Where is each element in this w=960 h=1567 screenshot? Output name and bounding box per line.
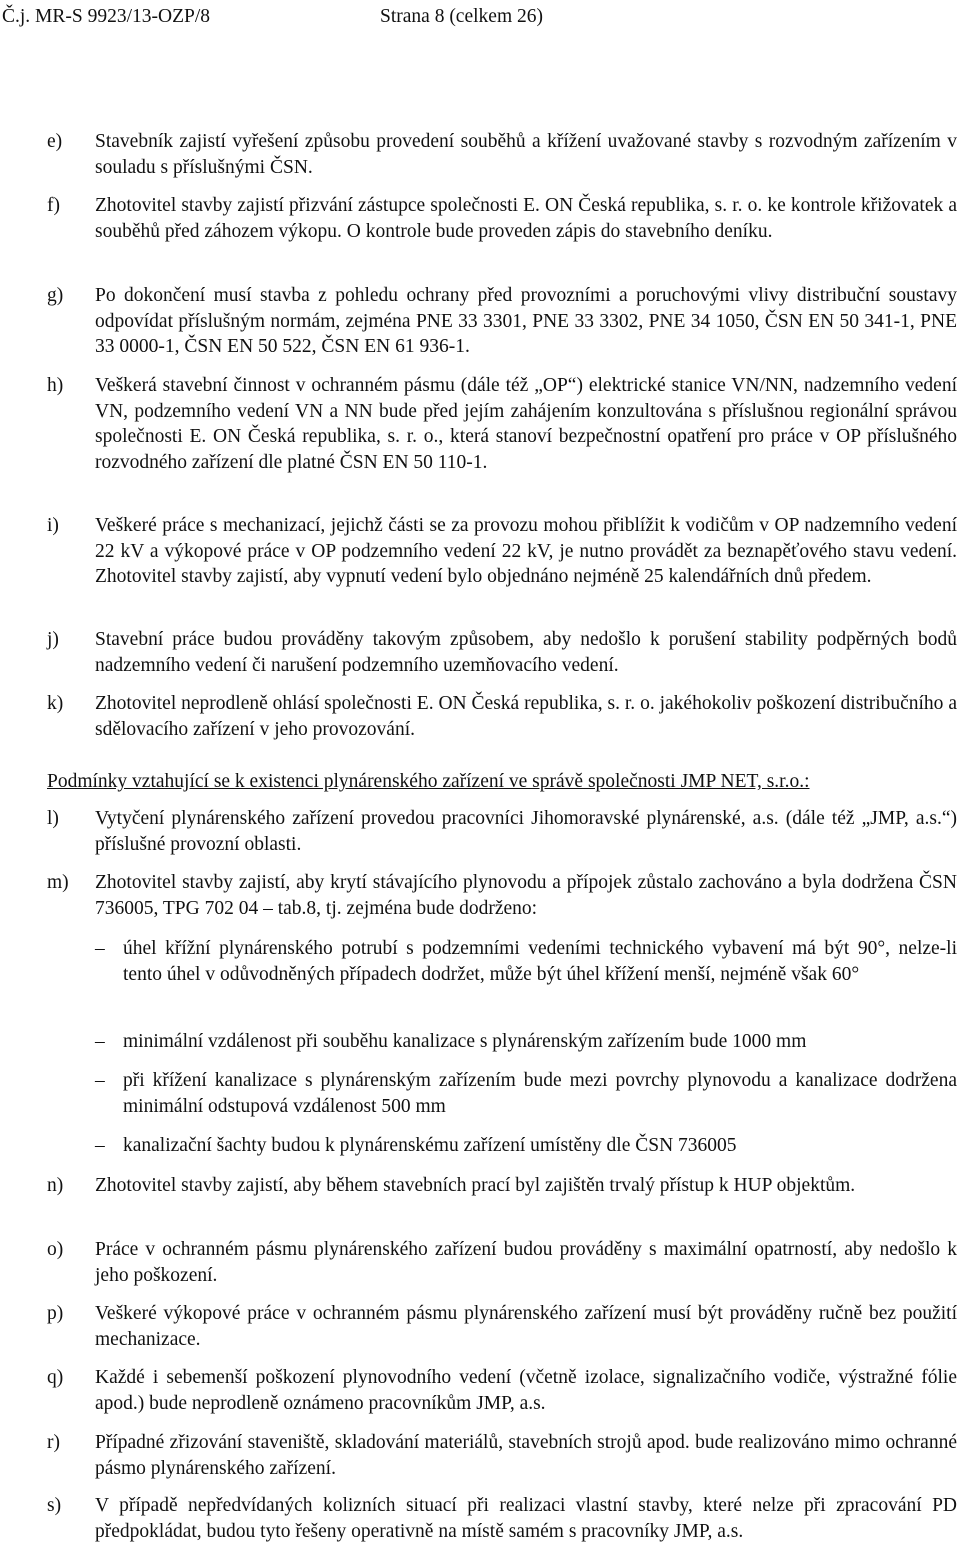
list-item	[47, 1173, 957, 1199]
dash-marker: –	[95, 1070, 105, 1091]
list-marker: e)	[47, 131, 63, 152]
dash-list-item	[95, 936, 957, 987]
list-item	[47, 129, 957, 180]
list-item-text: Zhotovitel stavby zajistí, aby krytí stávajícího plynovodu a přípojek zůstalo zachováno a byla dodržena ČSN 736005, TPG 702 04 – tab.8, tj. zejména bude dodrženo:	[95, 872, 957, 919]
list-item-text: Veškeré výkopové práce v ochranném pásmu plynárenského zařízení musí být prováděny ručně bez použití mechanizace.	[95, 1303, 957, 1350]
list-item-text: Po dokončení musí stavba z pohledu ochrany před provozními a poruchovými vlivy distribuční soustavy odpovídat příslušným normám, zejména PNE 33 3301, PNE 33 3302, PNE 34 1050, ČSN EN 50 341-1, PNE 33 0000-1, ČSN EN 50 522, ČSN EN 61 936-1.	[95, 285, 957, 357]
list-item	[47, 1365, 957, 1416]
list-item-text: Případné zřizování staveniště, skladování materiálů, stavebních strojů apod. bude realizováno mimo ochranné pásmo plynárenského zařízení.	[95, 1432, 957, 1479]
page-header	[2, 4, 543, 30]
list-item-text: Stavební práce budou prováděny takovým způsobem, aby nedošlo k porušení stability podpěrných bodů nadzemního vedení či narušení podzemního uzemňovacího vedení.	[95, 629, 957, 676]
list-item	[47, 373, 957, 475]
list-marker: o)	[47, 1239, 64, 1260]
dash-marker: –	[95, 938, 105, 959]
dash-item-text: kanalizační šachty budou k plynárenskému zařízení umístěny dle ČSN 736005	[123, 1135, 737, 1156]
list-item-text: Zhotovitel stavby zajistí přizvání zástupce společnosti E. ON Česká republika, s. r. o. ke kontrole křižovatek a souběhů před záhozem výkopu. O kontrole bude proveden zápis do stavebního deníku.	[95, 195, 957, 242]
section-heading: Podmínky vztahující se k existenci plynárenského zařízení ve správě společnosti JMP NET, s.r.o.:	[47, 771, 810, 792]
list-item	[47, 1430, 957, 1481]
list-marker: l)	[47, 808, 59, 829]
list-item-text: Práce v ochranném pásmu plynárenského zařízení budou prováděny s maximální opatrností, aby nedošlo k jeho poškození.	[95, 1239, 957, 1286]
list-marker: m)	[47, 872, 69, 893]
list-item	[47, 193, 957, 244]
dash-marker: –	[95, 1031, 105, 1052]
list-item	[47, 513, 957, 590]
list-marker: h)	[47, 375, 64, 396]
dash-marker: –	[95, 1135, 105, 1156]
list-item-text: Zhotovitel neprodleně ohlásí společnosti E. ON Česká republika, s. r. o. jakéhokoliv poškození distribučního a sdělovacího zařízení v jeho provozování.	[95, 693, 957, 740]
list-marker: i)	[47, 515, 59, 536]
dash-list-item	[95, 1029, 957, 1055]
list-item-text: V případě nepředvídaných kolizních situací při realizaci vlastní stavby, které nelze při zpracování PD předpokládat, budou tyto řešeny operativně na místě samém s pracovníky JMP, a.s.	[95, 1495, 957, 1542]
list-marker: f)	[47, 195, 60, 216]
list-item-text: Stavebník zajistí vyřešení způsobu provedení souběhů a křížení uvažované stavby s rozvodným zařízením v souladu s příslušnými ČSN.	[95, 131, 957, 178]
list-item-text: Veškeré práce s mechanizací, jejichž části se za provozu mohou přiblížit k vodičům v OP nadzemního vedení 22 kV a výkopové práce v OP podzemního vedení 22 kV, je nutno provádět za beznapěťového stavu vedení. Zhotovitel stavby zajistí, aby vypnutí vedení bylo objednáno nejméně 25 kalendářních dnů předem.	[95, 515, 957, 587]
list-item	[47, 691, 957, 742]
list-item	[47, 627, 957, 678]
list-item	[47, 806, 957, 857]
list-item-text: Každé i sebemenší poškození plynovodního vedení (včetně izolace, signalizačního vodiče, výstražné fólie apod.) bude neprodleně oznámeno pracovníkům JMP, a.s.	[95, 1367, 957, 1414]
dash-item-text: při křížení kanalizace s plynárenským zařízením bude mezi povrchy plynovodu a kanalizace dodržena minimální odstupová vzdálenost 500 mm	[123, 1070, 957, 1117]
list-marker: n)	[47, 1175, 64, 1196]
list-item-text: Zhotovitel stavby zajistí, aby během stavebních prací byl zajištěn trvalý přístup k HUP objektům.	[95, 1175, 856, 1196]
list-item-text: Vytyčení plynárenského zařízení provedou pracovníci Jihomoravské plynárenské, a.s. (dále též „JMP, a.s.“) příslušné provozní oblasti.	[95, 808, 957, 855]
list-marker: p)	[47, 1303, 64, 1324]
list-marker: g)	[47, 285, 64, 306]
dash-list-item	[95, 1133, 957, 1159]
list-item	[47, 870, 957, 921]
list-marker: q)	[47, 1367, 64, 1388]
dash-list-item	[95, 1068, 957, 1119]
list-item	[47, 283, 957, 360]
list-marker: j)	[47, 629, 59, 650]
dash-item-text: úhel křížní plynárenského potrubí s podzemními vedeními technického vybavení má být 90°, nelze-li tento úhel v odůvodněných případech dodržet, může být úhel křížení menší, nejméně však 60°	[123, 938, 957, 985]
dash-item-text: minimální vzdálenost při souběhu kanalizace s plynárenským zařízením bude 1000 mm	[123, 1031, 807, 1052]
list-item	[47, 1493, 957, 1544]
list-marker: k)	[47, 693, 64, 714]
page-number: Strana 8 (celkem 26)	[380, 6, 543, 27]
list-item	[47, 1237, 957, 1288]
list-marker: r)	[47, 1432, 60, 1453]
list-item	[47, 1301, 957, 1352]
list-marker: s)	[47, 1495, 62, 1516]
list-item-text: Veškerá stavební činnost v ochranném pásmu (dále též „OP“) elektrické stanice VN/NN, nadzemního vedení VN, podzemního vedení VN a NN bude před jejím zahájením konzultována s příslušnou regionální správou společnosti E. ON Česká republika, s. r. o., která stanoví bezpečnostní opatření pro práce v OP příslušného rozvodného zařízení dle platné ČSN EN 50 110-1.	[95, 375, 957, 473]
document-reference: Č.j. MR-S 9923/13-OZP/8	[2, 6, 211, 27]
